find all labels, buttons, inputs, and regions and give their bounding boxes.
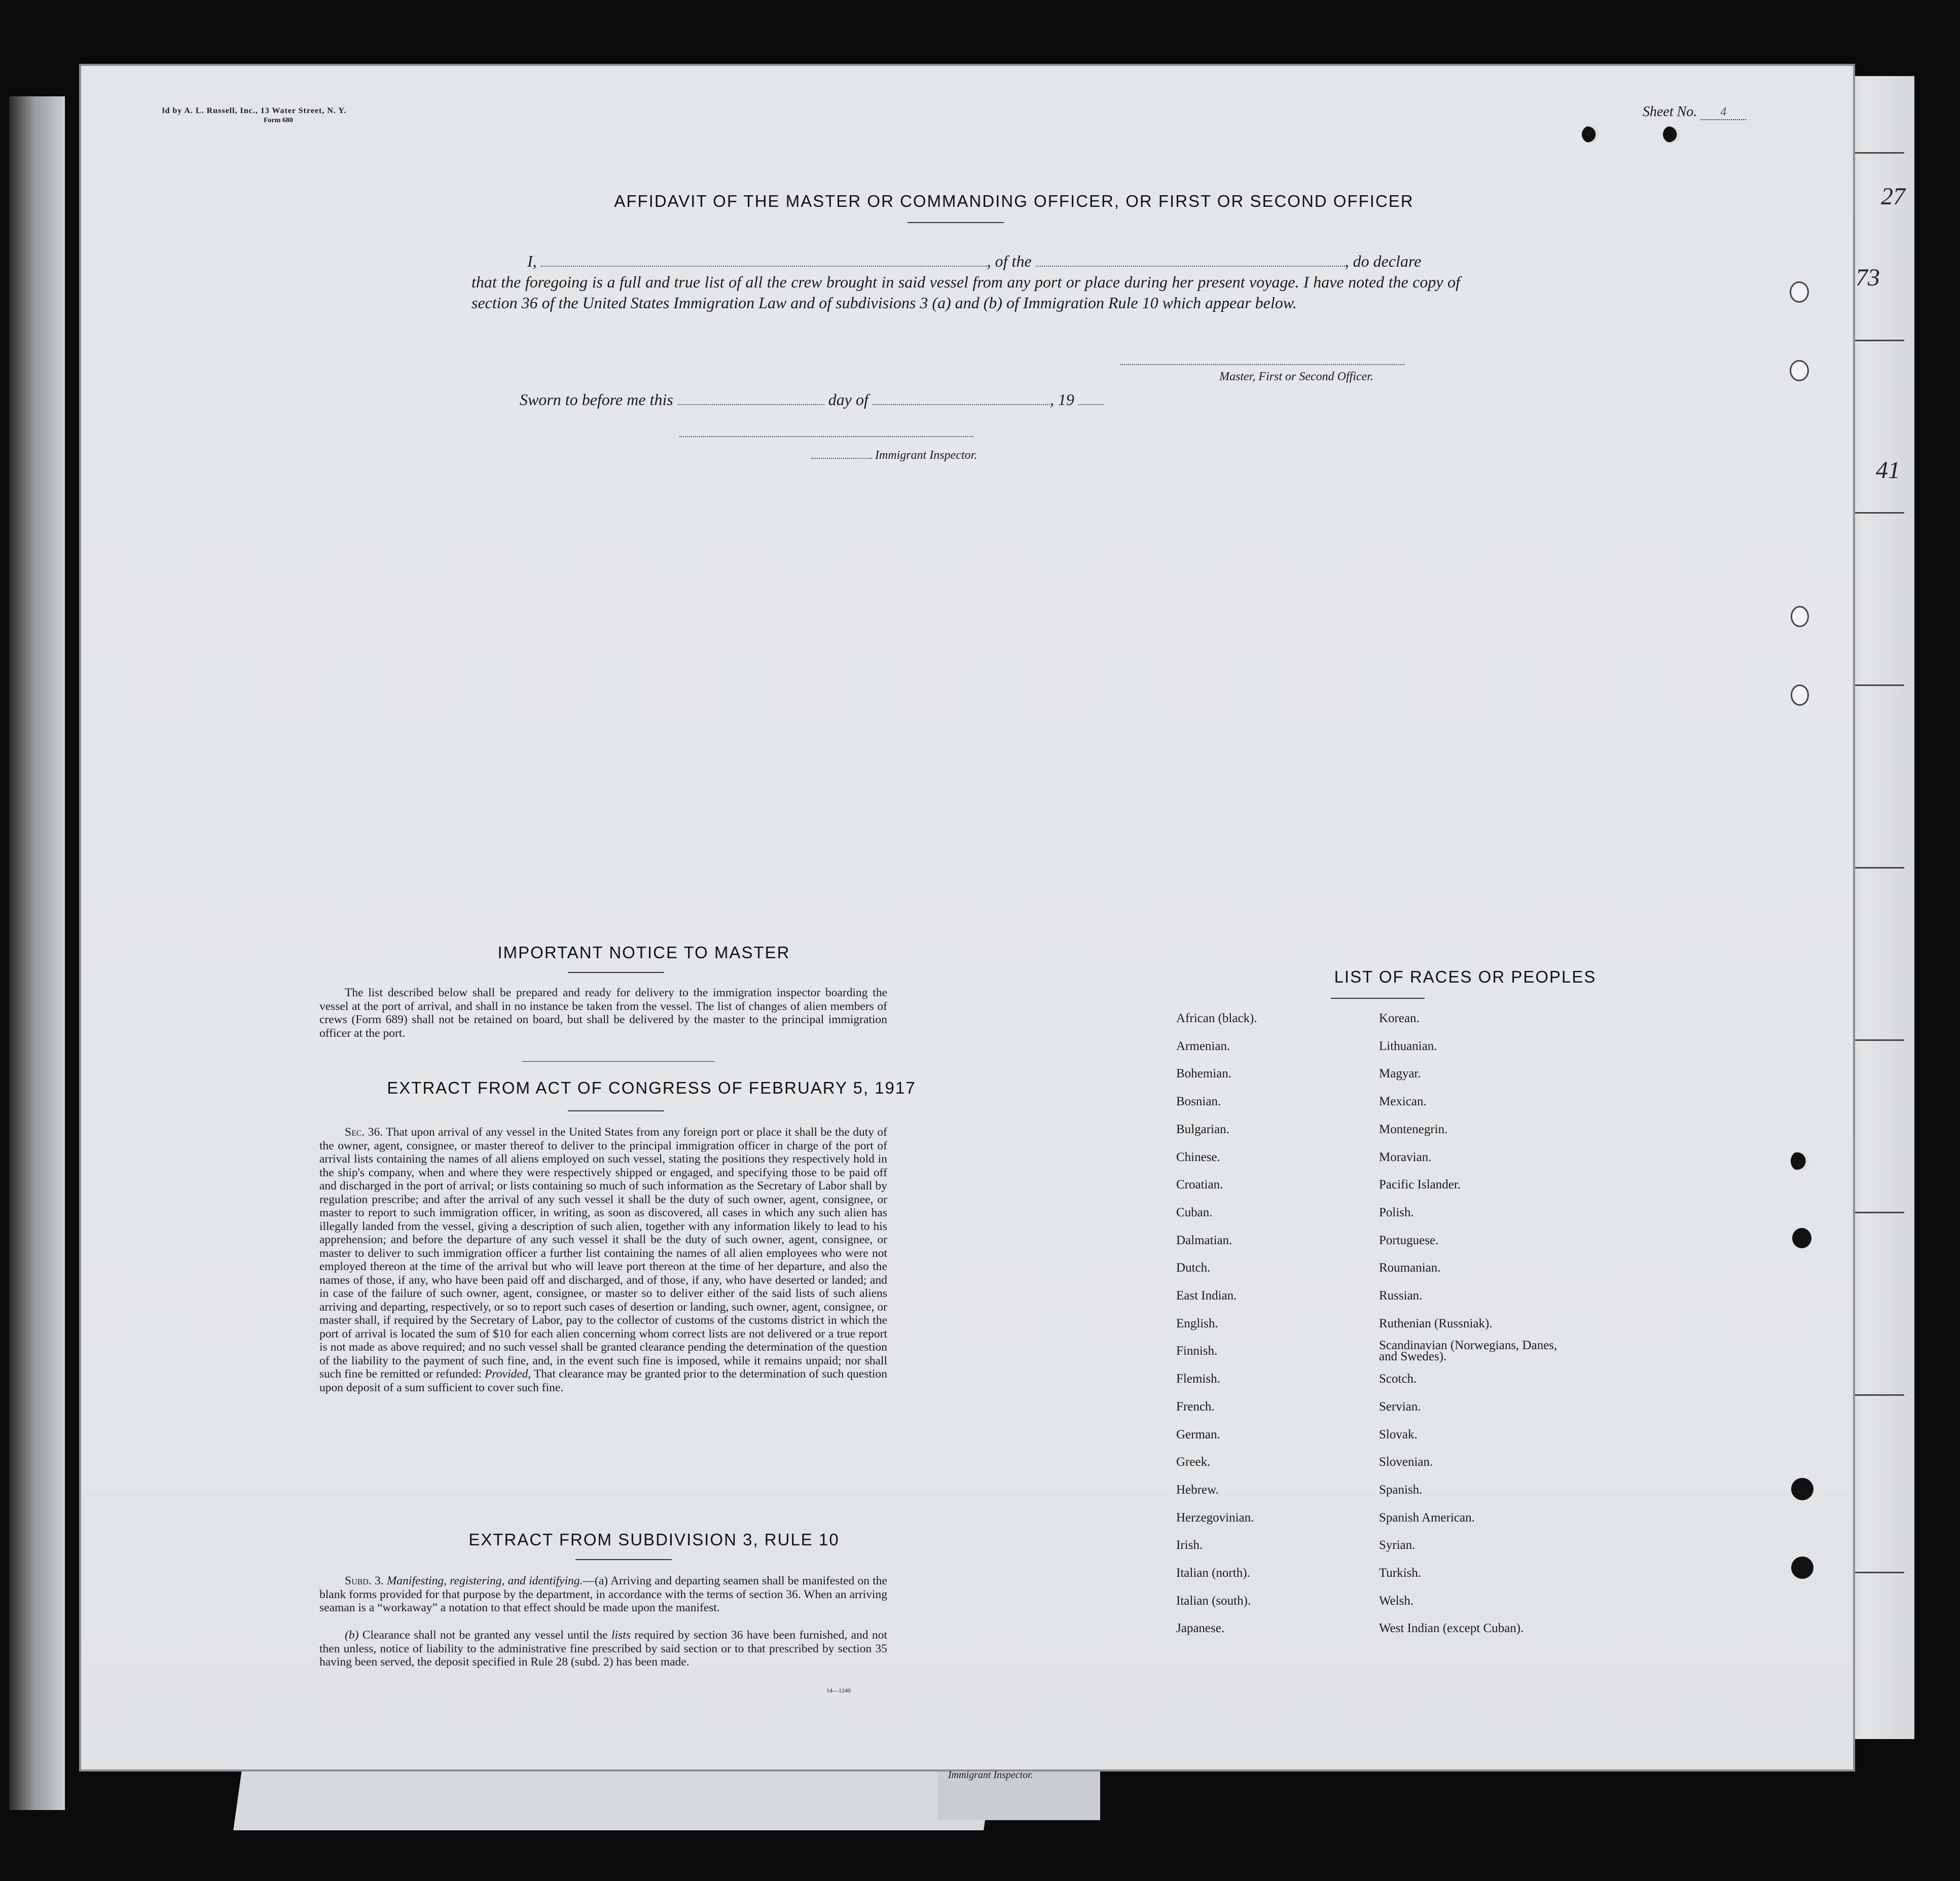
affidavit-title: AFFIDAVIT OF THE MASTER OR COMMANDING OFFICER, OR FIRST OR SECOND OFFICER bbox=[614, 192, 1414, 210]
race-item: Scandinavian (Norwegians, Danes, and Swedes). bbox=[1379, 1339, 1557, 1364]
officer-caption: Master, First or Second Officer. bbox=[1219, 370, 1373, 383]
race-item: Spanish American. bbox=[1379, 1510, 1475, 1525]
race-item: Chinese. bbox=[1176, 1150, 1220, 1164]
divider bbox=[522, 1061, 715, 1062]
para-a-text: Arriving and departing seamen shall be manifested on the blank forms provided for that purpose by the department, in accordance with the terms of section 36. When an arriving seaman is a “workaway” a notation to that effect should be made upon the manifest. bbox=[319, 1574, 887, 1614]
underlying-mark: 41 bbox=[1876, 457, 1900, 484]
race-item: Bulgarian. bbox=[1176, 1122, 1229, 1136]
race-item: Korean. bbox=[1379, 1011, 1420, 1025]
race-item: Ruthenian (Russniak). bbox=[1379, 1316, 1493, 1330]
inspector-caption-leader bbox=[811, 458, 872, 459]
race-item: Dutch. bbox=[1176, 1261, 1211, 1275]
race-item: Servian. bbox=[1379, 1399, 1421, 1414]
punch-hole bbox=[1792, 1228, 1811, 1248]
para-b-label: (b) bbox=[345, 1629, 359, 1642]
race-item: African (black). bbox=[1176, 1011, 1257, 1025]
officer-signature-field[interactable] bbox=[1120, 364, 1404, 365]
race-item: Cuban. bbox=[1176, 1205, 1213, 1219]
rule-extract-para-b bbox=[319, 1629, 887, 1669]
inspector-caption: Immigrant Inspector. bbox=[875, 449, 977, 462]
printer-imprint: ld by A. L. Russell, Inc., 13 Water Street, N. Y. bbox=[162, 106, 347, 115]
punch-hole bbox=[1790, 360, 1809, 381]
divider bbox=[908, 222, 1004, 223]
race-item: Armenian. bbox=[1176, 1039, 1230, 1053]
race-item: Italian (south). bbox=[1176, 1594, 1251, 1608]
race-item: Mexican. bbox=[1379, 1095, 1427, 1109]
race-item: Roumanian. bbox=[1379, 1261, 1441, 1275]
race-item: Slovak. bbox=[1379, 1427, 1418, 1441]
race-item: English. bbox=[1176, 1316, 1218, 1330]
sheet-number bbox=[1643, 104, 1746, 120]
race-item: Greek. bbox=[1176, 1455, 1211, 1469]
punch-hole bbox=[1791, 1557, 1813, 1579]
punch-hole bbox=[1791, 1151, 1809, 1171]
race-item: German. bbox=[1176, 1427, 1220, 1441]
race-item: Scotch. bbox=[1379, 1372, 1417, 1386]
race-item: Italian (north). bbox=[1176, 1566, 1250, 1580]
vessel-field[interactable] bbox=[1036, 266, 1345, 267]
punch-hole bbox=[1790, 281, 1809, 303]
section-text: That upon arrival of any vessel in the United States from any foreign port or place it shall be the duty of the owner, agent, consignee, or master thereof to deliver to the principal immigration officer in charge of the port of arrival lists containing the names of all aliens employed on such vessel, stating the positions they respectively hold in the ship's company, when and where they were respectively shipped or engaged, and specifying those to be paid off and discharged in the port of arrival; or lists containing so much of such information as the Secretary of Labor shall by regulation prescribe; and after the arrival of any such vessel it shall be the duty of such owner, agent, consignee, or master to report to such immigration officer, in writing, as soon as discovered, all cases in which any such alien has illegally landed from the vessel, giving a description of such alien, together with any information likely to lead to his apprehension; and before the departure of any such vessel it shall be the duty of such owner, agent, consignee, or master to deliver to such immigration officer a further list containing the names of all alien employees who were not employed thereon at the time of the arrival but who will leave port thereon at the time of her departure, and also the names of those, if any, who have been paid off and discharged, and of those, if any, who have deserted or landed; and in case of the failure of such owner, agent, consignee, or master so to deliver either of the said lists of such aliens arriving and departing, respectively, or so to report such cases of desertion or landing, such owner, agent, consignee, or master shall, if required by the Secretary of Labor, pay to the collector of customs of the customs district in which the port of arrival is located the sum of $10 for each alien concerning whom correct lists are not delivered or a true report is not made as above required; and no such vessel shall be granted clearance pending the determination of the question of the liability to the payment of such fine, and, in the event such fine is imposed, while it remains unpaid; nor shall such fine be remitted or refunded: bbox=[319, 1126, 888, 1381]
underlying-scrap bbox=[233, 1759, 994, 1830]
sworn-line bbox=[520, 390, 1104, 409]
act-extract-title: EXTRACT FROM ACT OF CONGRESS OF FEBRUARY 5, 1917 bbox=[387, 1078, 916, 1097]
race-item: Polish. bbox=[1379, 1205, 1414, 1219]
affidavit-body: that the foregoing is a full and true list of all the crew brought in said vessel from any port or place during her present voyage. I have noted the copy of section 36 of the United States Immigration Law and of subdivisions 3 (a) and (b) of Immigration Rule 10 which appear below. bbox=[471, 273, 1460, 312]
section-label: Sec. 36. bbox=[345, 1126, 383, 1139]
race-item: Croatian. bbox=[1176, 1178, 1223, 1192]
underlying-caption: Immigrant Inspector. bbox=[948, 1769, 1033, 1781]
affidavit-declare: , do declare bbox=[1345, 252, 1422, 270]
para-b-lists: lists bbox=[611, 1629, 631, 1642]
inspector-signature-field[interactable] bbox=[679, 436, 973, 437]
race-item: Lithuanian. bbox=[1379, 1039, 1437, 1053]
race-item: Syrian. bbox=[1379, 1538, 1415, 1552]
subd-heading: Manifesting, registering, and identifying. bbox=[386, 1574, 583, 1587]
sheet-number-label: Sheet No. bbox=[1643, 104, 1697, 120]
race-item: Turkish. bbox=[1379, 1566, 1422, 1580]
name-field[interactable] bbox=[541, 266, 987, 267]
race-item: East Indian. bbox=[1176, 1289, 1237, 1303]
race-item: Finnish. bbox=[1176, 1344, 1218, 1358]
punch-hole bbox=[1582, 126, 1599, 143]
punch-hole bbox=[1663, 126, 1680, 143]
race-item: Portuguese. bbox=[1379, 1233, 1439, 1247]
race-item: French. bbox=[1176, 1399, 1215, 1414]
form-number: Form 680 bbox=[264, 117, 293, 124]
sworn-month-field[interactable] bbox=[873, 404, 1050, 405]
sworn-day-of: day of bbox=[828, 390, 868, 409]
race-item: Bosnian. bbox=[1176, 1095, 1221, 1109]
underlying-mark: 27 bbox=[1881, 183, 1905, 210]
rule-extract-title: EXTRACT FROM SUBDIVISION 3, RULE 10 bbox=[468, 1530, 840, 1549]
sworn-year-field[interactable] bbox=[1078, 404, 1104, 405]
sworn-prefix: Sworn to before me this bbox=[520, 390, 673, 409]
left-page-edge bbox=[9, 96, 65, 1810]
divider bbox=[568, 972, 664, 973]
affidavit-text bbox=[471, 251, 1460, 313]
underlying-mark: 73 bbox=[1856, 264, 1880, 291]
race-item: Pacific Islander. bbox=[1379, 1178, 1461, 1192]
race-item: Slovenian. bbox=[1379, 1455, 1433, 1469]
inspector-caption-line bbox=[811, 449, 977, 462]
race-item: Russian. bbox=[1379, 1289, 1423, 1303]
rule-extract-para-a bbox=[319, 1574, 887, 1615]
notice-text: The list described below shall be prepared and ready for delivery to the immigration inspector boarding the vessel at the port of arrival, and shall in no instance be taken from the vessel. The list of changes of alien members of crews (Form 689) shall not be retained on board, but shall be delivered by the master to the principal immigration officer at the port. bbox=[319, 986, 887, 1040]
affidavit-of-the: , of the bbox=[987, 252, 1032, 270]
notice-title: IMPORTANT NOTICE TO MASTER bbox=[497, 943, 790, 962]
punch-hole bbox=[1791, 1478, 1813, 1500]
race-item: Bohemian. bbox=[1176, 1067, 1232, 1081]
divider bbox=[568, 1110, 664, 1111]
sworn-year-prefix: , 19 bbox=[1049, 390, 1074, 409]
race-item: Moravian. bbox=[1379, 1150, 1432, 1164]
race-item: Welsh. bbox=[1379, 1594, 1414, 1608]
race-item: Montenegrin. bbox=[1379, 1122, 1448, 1136]
race-item: Japanese. bbox=[1176, 1621, 1225, 1636]
race-item: West Indian (except Cuban). bbox=[1379, 1621, 1524, 1636]
race-item: Flemish. bbox=[1176, 1372, 1220, 1386]
para-b-text: Clearance shall not be granted any vessel until the bbox=[362, 1629, 608, 1642]
sheet-number-value: 4 bbox=[1700, 105, 1746, 120]
punch-hole bbox=[1791, 684, 1809, 706]
race-item: Herzegovinian. bbox=[1176, 1510, 1254, 1525]
divider bbox=[1331, 998, 1425, 999]
section-text-end: That clearance may be granted prior to the determination of such question upon deposit of a sum sufficient to cover such fine. bbox=[319, 1367, 888, 1394]
race-item: Dalmatian. bbox=[1176, 1233, 1232, 1247]
punch-hole bbox=[1791, 606, 1809, 627]
underlying-scrap bbox=[938, 1764, 1100, 1820]
act-extract-text bbox=[319, 1126, 887, 1394]
subd-label: Subd. 3. bbox=[345, 1574, 384, 1587]
form-sheet bbox=[81, 66, 1853, 1769]
race-item: Hebrew. bbox=[1176, 1482, 1219, 1497]
affidavit-i: I, bbox=[527, 252, 537, 270]
race-item: Spanish. bbox=[1379, 1482, 1423, 1497]
para-a-label: —(a) bbox=[583, 1574, 608, 1587]
races-title: LIST OF RACES OR PEOPLES bbox=[1334, 967, 1596, 986]
provided-label: Provided, bbox=[485, 1367, 531, 1381]
race-item: Irish. bbox=[1176, 1538, 1203, 1552]
para-b-text-end: required by section 36 have been furnished, and not then unless, notice of liability to the administrative fine prescribed by said section or to that prescribed by section 35 having been served, the deposit specified in Rule 28 (subd. 2) has been made. bbox=[319, 1629, 888, 1669]
print-code: 14—1240 bbox=[826, 1687, 851, 1694]
divider bbox=[575, 1559, 672, 1560]
sworn-day-field[interactable] bbox=[677, 404, 824, 405]
race-item: Magyar. bbox=[1379, 1067, 1421, 1081]
